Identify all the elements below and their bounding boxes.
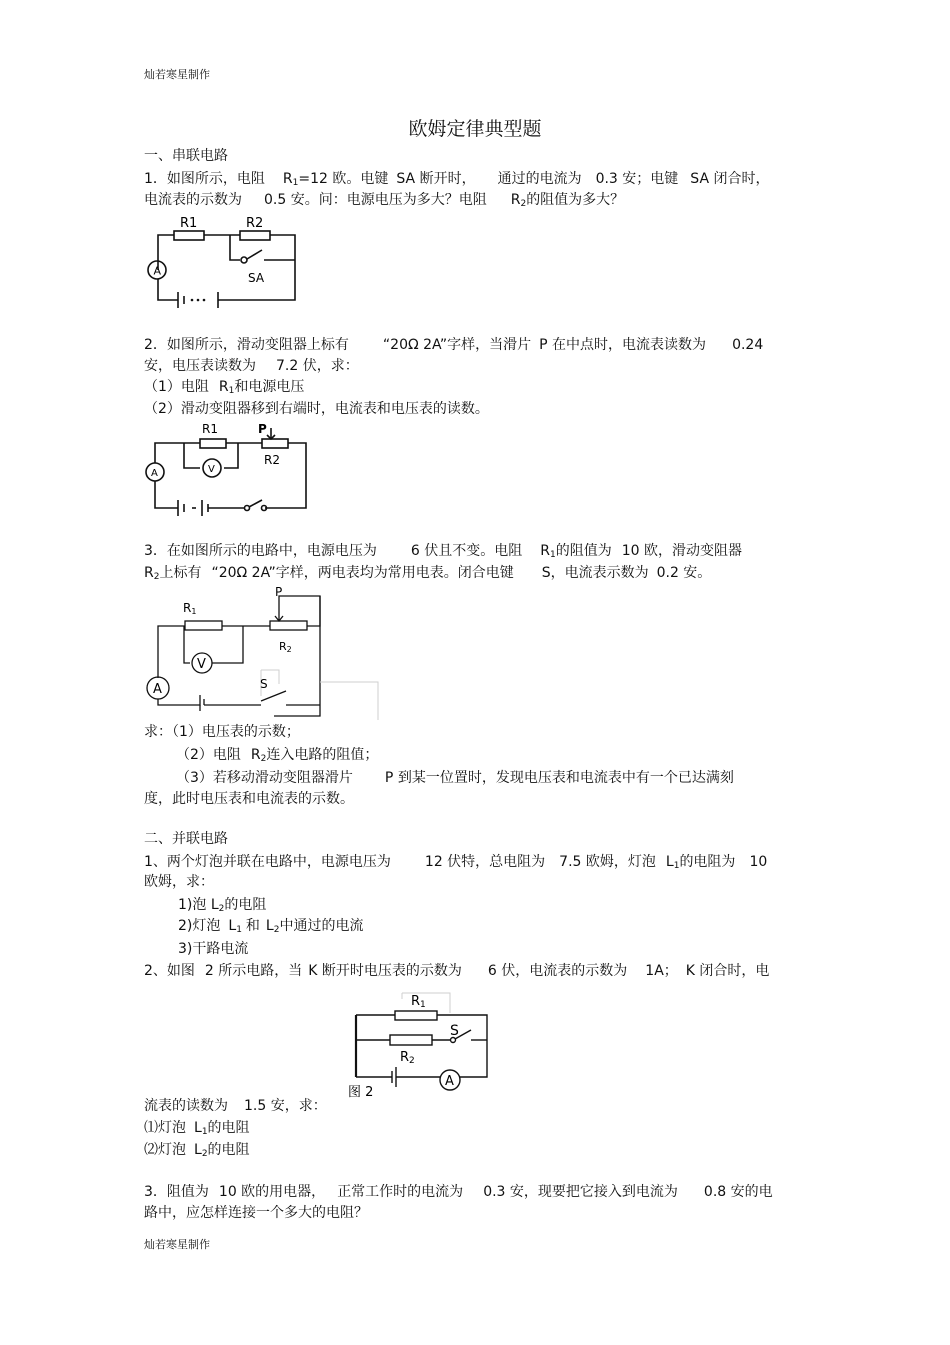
q3-ask-1-2: 求：（1）电压表的示数； (144, 724, 300, 740)
q2-circuit-diagram (140, 420, 310, 520)
page-title: 欧姆定律典型题 (408, 118, 542, 140)
p2-item-b: ⑵灯泡 $L_2$的电阻 (144, 1142, 250, 1159)
p1-item-c: 3)干路电流 (178, 941, 249, 957)
header-watermark: 灿若寒星制作 (144, 68, 210, 81)
q3-label-s: S (260, 677, 268, 691)
p2-item-a: ⑴灯泡 $L_1$的电阻 (144, 1120, 250, 1137)
footer-watermark: 灿若寒星制作 (144, 1238, 210, 1251)
p2-resistor-r1 (395, 1011, 437, 1020)
q1-label-sa: SA (248, 271, 265, 285)
q2-label-r2: R2 (264, 453, 280, 467)
q3-circuit-diagram (140, 585, 380, 723)
q2-label-a: A (151, 468, 158, 479)
p2-label-a: A (445, 1074, 454, 1089)
p1-text-line1: 1、两个灯泡并联在电路中，电源电压为 12 伏特，总电阻为 7.5 欧姆，灯泡 $L_1$的电阻为 10 (144, 854, 768, 871)
p1-item-b: 2)灯泡 $L_1$ 和 $L_2$中通过的电流 (178, 918, 364, 935)
q2-resistor-r1 (200, 439, 226, 448)
q3-label-p: P (275, 585, 283, 599)
q1-resistor-r1 (174, 231, 204, 240)
q3-label-v: V (197, 657, 206, 672)
p2-resistor-r2 (390, 1035, 432, 1045)
q3-label-r2: R2 (279, 640, 292, 654)
p2-label-r1: R1 (411, 994, 426, 1010)
q3-resistor-r1 (185, 621, 222, 630)
q2-resistor-r2 (262, 439, 288, 448)
q2-sub2: （2）滑动变阻器移到右端时，电流表和电压表的读数。 (144, 401, 489, 417)
p2-figure-caption: 图 2 (348, 1085, 374, 1100)
q3-text-line1: 3．在如图所示的电路中，电源电压为 6 伏且不变。电阻 $R_1$的阻值为 10 欧，滑动变阻器 (144, 543, 742, 560)
q2-text-line2: 安，电压表读数为 7.2 伏，求： (144, 358, 359, 374)
q3-ask-3: （3）若移动滑动变阻器滑片 P 到某一位置时，发现电压表和电流表中有一个已达满刻 (176, 770, 734, 786)
q2-text-line1: 2．如图所示，滑动变阻器上标有 “20Ω 2A”字样，当滑片 P 在中点时，电流表读数为 0.24 (144, 337, 764, 353)
q1-label-a: A (153, 264, 162, 278)
p2-text-line1: 2、如图 2 所示电路，当 K 断开时电压表的示数为 6 伏，电流表的示数为 1A； K 闭合时，电 (144, 963, 770, 979)
q2-label-p: P (258, 422, 267, 436)
q3-ask-3b: 度，此时电压表和电流表的示数。 (144, 791, 354, 807)
p2-text-line2: 流表的读数为 1.5 安，求： (144, 1098, 327, 1114)
q1-label-r1: R1 (180, 216, 198, 231)
q2-label-r1: R1 (202, 422, 218, 436)
p3-text-line1: 3．阻值为 10 欧的用电器， 正常工作时的电流为 0.3 安，现要把它接入到电流为 0.8 安的电 (144, 1184, 773, 1200)
section-heading-parallel: 二、并联电路 (144, 831, 228, 847)
q3-label-r1: R1 (183, 601, 197, 616)
q3-resistor-r2 (270, 621, 307, 630)
section-heading-series: 一、串联电路 (144, 148, 228, 164)
p1-item-a: 1)泡 $L_2$的电阻 (178, 897, 267, 914)
q3-label-a: A (153, 682, 162, 697)
q1-circuit-diagram (140, 210, 305, 310)
q2-label-v: V (208, 464, 215, 475)
q1-text-line2: 电流表的示数为 0.5 安。问：电源电压为多大？电阻 $R_2$的阻值为多大？ (144, 192, 625, 209)
p3-text-line2: 路中，应怎样连接一个多大的电阻？ (144, 1205, 368, 1221)
q2-sub1: （1）电阻 $R_1$和电源电压 (144, 379, 305, 396)
q1-resistor-r2 (240, 231, 270, 240)
p2-label-s: S (450, 1023, 459, 1039)
q3-text-line2: $R_2$上标有 “20Ω 2A”字样，两电表均为常用电表。闭合电键 S，电流表示数为 0.2 安。 (144, 565, 712, 582)
p1-text-line2: 欧姆，求： (144, 874, 214, 890)
q1-label-r2: R2 (246, 216, 264, 231)
p2-label-r2: R2 (400, 1050, 415, 1066)
q1-text-line1: 1．如图所示，电阻 $R_1=12$ 欧。电键 SA 断开时， 通过的电流为 0.3 安；电键 SA 闭合时， (144, 171, 770, 188)
p2-circuit-diagram (340, 985, 495, 1100)
q3-ask-2: （2）电阻 $R_2$连入电路的阻值； (176, 747, 379, 764)
